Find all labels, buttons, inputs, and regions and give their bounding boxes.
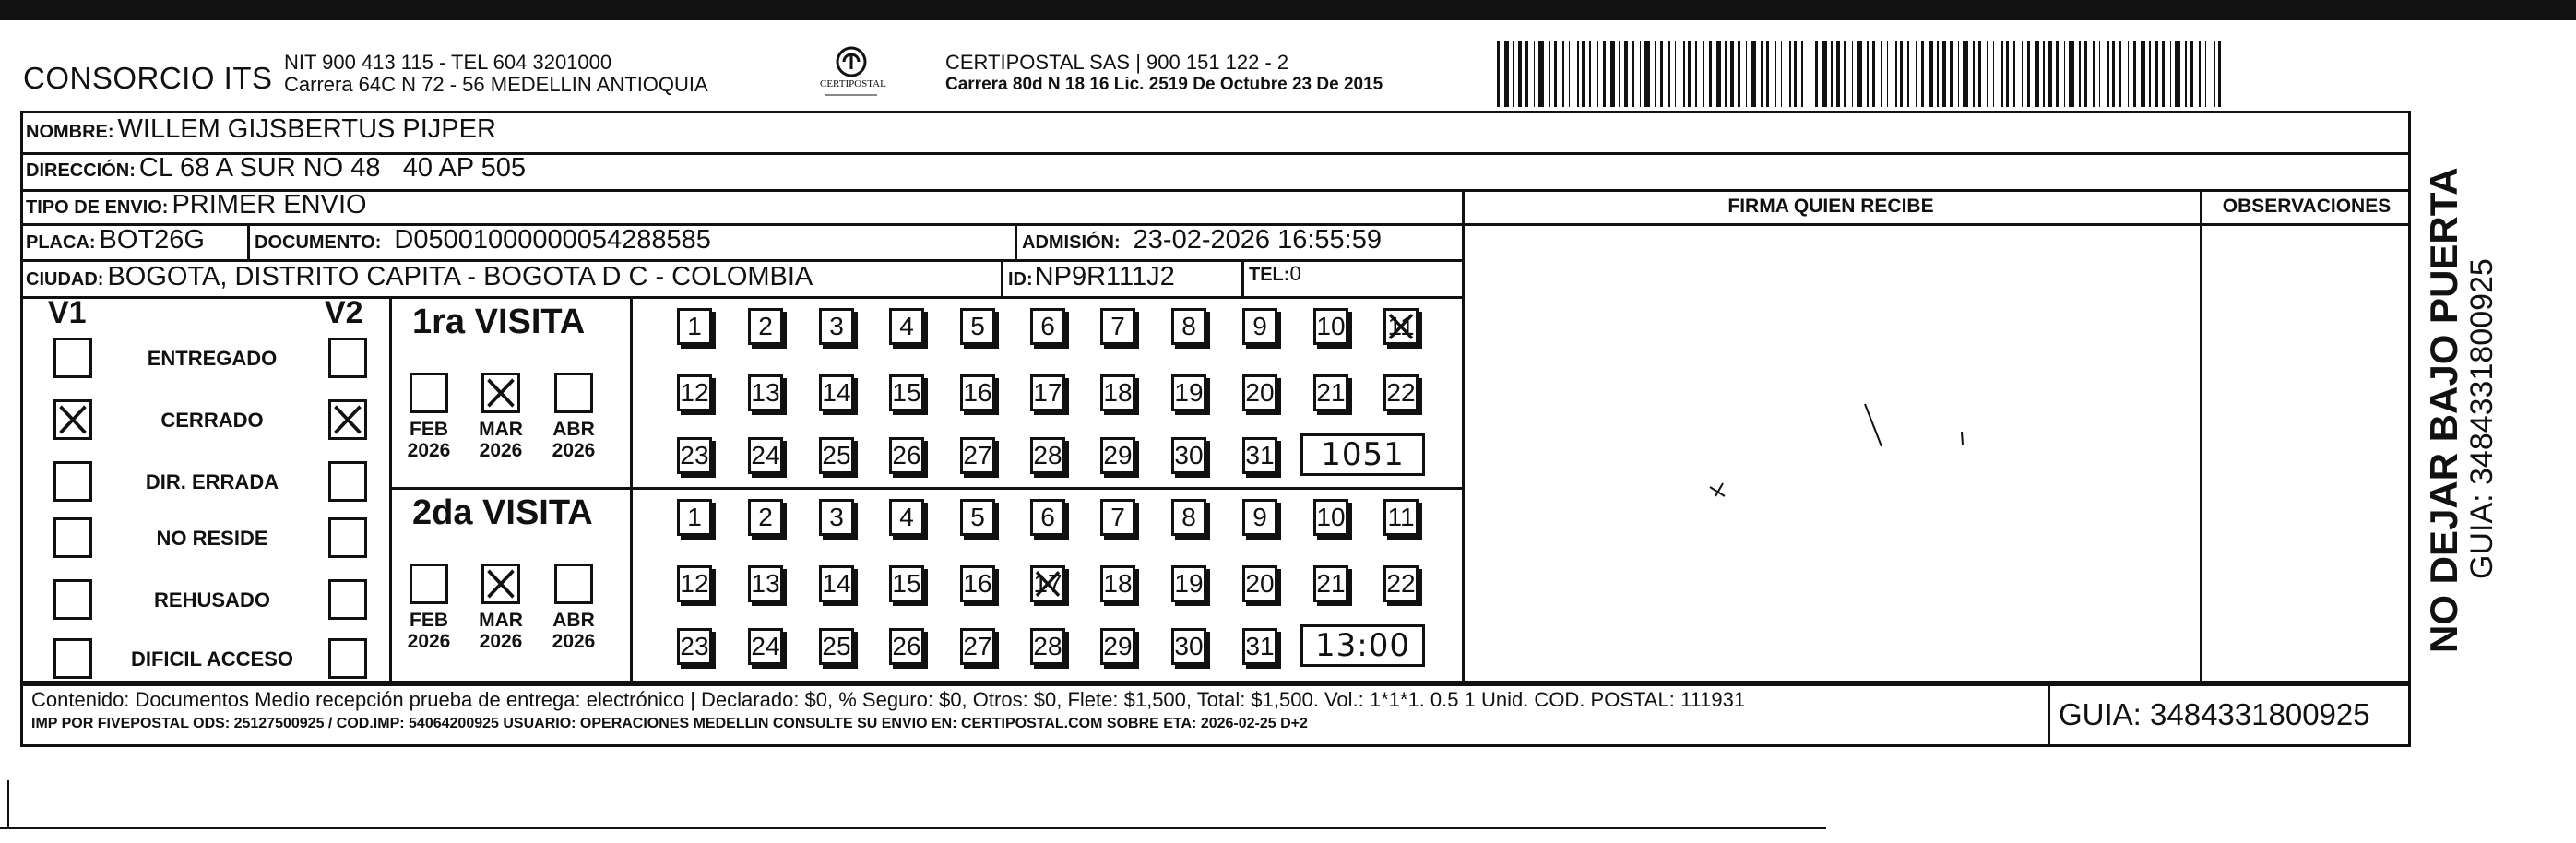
day-number: 15	[892, 378, 921, 407]
month-name: MAR	[479, 610, 523, 631]
month-year: 2026	[479, 440, 523, 461]
day-box[interactable]	[1242, 308, 1277, 345]
month-year: 2026	[552, 440, 596, 461]
day-number: 13	[751, 378, 780, 407]
day-number: 25	[822, 441, 851, 469]
day-box[interactable]	[819, 499, 854, 536]
day-number: 26	[892, 632, 921, 660]
day-box[interactable]	[819, 374, 854, 411]
tel-label: TEL:	[1249, 265, 1290, 285]
day-box[interactable]	[889, 437, 924, 474]
month-label	[473, 610, 528, 652]
day-box[interactable]	[677, 308, 712, 345]
x-mark	[484, 566, 517, 601]
month-label	[401, 610, 457, 652]
hora-handwritten: 1051	[1300, 433, 1425, 476]
x-mark	[1033, 568, 1062, 600]
day-number: 17	[1033, 378, 1062, 407]
day-box[interactable]	[748, 437, 783, 474]
day-box[interactable]	[960, 374, 995, 411]
month-year: 2026	[479, 631, 523, 652]
day-box[interactable]	[1242, 437, 1277, 474]
day-number: 27	[963, 441, 992, 469]
day-box[interactable]	[748, 628, 783, 665]
day-number: 1	[687, 312, 702, 340]
placa-field	[26, 225, 205, 255]
day-number: 22	[1386, 569, 1416, 598]
month-name: MAR	[479, 419, 523, 440]
day-number: 12	[680, 378, 709, 407]
day-number: 2	[758, 312, 773, 340]
admision-value: 23-02-2026 16:55:59	[1133, 225, 1382, 255]
day-number: 11	[1387, 503, 1415, 531]
day-number: 7	[1110, 503, 1125, 531]
day-number: 17	[1033, 569, 1062, 598]
day-number: 10	[1316, 503, 1346, 531]
day-box[interactable]	[889, 565, 924, 602]
company-info-line2: Carrera 64C N 72 - 56 MEDELLIN ANTIOQUIA	[284, 73, 708, 96]
status-label: ENTREGADO	[147, 347, 278, 370]
day-box[interactable]	[960, 565, 995, 602]
day-number: 18	[1103, 378, 1133, 407]
v2-checkbox[interactable]	[328, 517, 367, 558]
footer-guia: GUIA: 3484331800925	[2059, 697, 2370, 731]
day-number: 13	[751, 569, 780, 598]
day-box[interactable]	[1100, 374, 1135, 411]
day-number: 26	[892, 441, 921, 469]
admision-label: ADMISIÓN:	[1022, 232, 1121, 253]
visit-title: 2da VISITA	[412, 493, 593, 532]
day-number: 16	[963, 569, 992, 598]
day-box[interactable]	[1030, 565, 1065, 602]
day-box[interactable]	[960, 308, 995, 345]
day-number: 2	[758, 503, 773, 531]
day-box[interactable]	[677, 437, 712, 474]
day-number: 1	[687, 503, 702, 531]
month-checkbox[interactable]	[410, 373, 448, 413]
day-number: 9	[1252, 312, 1267, 340]
tipo-envio-row	[26, 190, 367, 220]
day-box[interactable]	[1100, 437, 1135, 474]
x-mark	[1386, 311, 1416, 342]
month-label	[473, 419, 528, 461]
day-box[interactable]	[889, 374, 924, 411]
v2-checkbox[interactable]	[328, 579, 367, 620]
day-number: 19	[1174, 378, 1204, 407]
month-year: 2026	[407, 631, 451, 652]
day-box[interactable]	[889, 308, 924, 345]
day-box[interactable]	[960, 628, 995, 665]
month-name: FEB	[410, 610, 448, 631]
day-number: 29	[1103, 632, 1133, 660]
day-box[interactable]	[1171, 628, 1206, 665]
day-number: 3	[829, 312, 844, 340]
day-box[interactable]	[819, 565, 854, 602]
company-name: CONSORCIO ITS	[23, 61, 273, 95]
day-box[interactable]	[1242, 374, 1277, 411]
day-number: 20	[1245, 378, 1275, 407]
day-number: 15	[892, 569, 921, 598]
day-box[interactable]	[748, 565, 783, 602]
tel-value: 0	[1289, 262, 1301, 285]
day-box[interactable]	[889, 628, 924, 665]
day-number: 6	[1040, 312, 1055, 340]
direccion-row	[26, 153, 526, 184]
day-number: 21	[1316, 569, 1346, 598]
month-checkbox[interactable]	[410, 564, 448, 604]
day-number: 31	[1245, 441, 1275, 469]
day-number: 14	[822, 378, 851, 407]
day-number: 14	[822, 569, 851, 598]
day-box[interactable]	[1100, 628, 1135, 665]
day-box[interactable]	[819, 437, 854, 474]
day-box[interactable]	[677, 374, 712, 411]
day-box[interactable]	[748, 374, 783, 411]
day-number: 3	[829, 503, 844, 531]
day-number: 31	[1245, 632, 1275, 660]
day-box[interactable]	[1030, 437, 1065, 474]
day-box[interactable]	[1242, 565, 1277, 602]
day-box[interactable]	[1313, 308, 1348, 345]
footer-contenido: Contenido: Documentos Medio recepción prueba de entrega: electrónico | Declarado: $0, % Seguro: $0, Otros: $0, Flete: $1,500, Total: $1,500. Vol.: 1*1*1. 0.5 1 Unid. COD. POSTAL: 111931	[31, 688, 1746, 711]
day-box[interactable]	[1313, 374, 1348, 411]
day-box[interactable]	[1030, 628, 1065, 665]
day-number: 25	[822, 632, 851, 660]
day-number: 19	[1174, 569, 1204, 598]
day-number: 24	[751, 632, 780, 660]
firma-header: FIRMA QUIEN RECIBE	[1727, 196, 1934, 217]
day-box[interactable]	[1242, 499, 1277, 536]
day-number: 8	[1181, 503, 1196, 531]
day-number: 28	[1033, 632, 1062, 660]
day-box[interactable]	[819, 308, 854, 345]
day-box[interactable]	[1383, 499, 1419, 536]
day-number: 7	[1110, 312, 1125, 340]
nombre-value: WILLEM GIJSBERTUS PIJPER	[117, 114, 496, 144]
v1-checkbox[interactable]	[53, 461, 92, 502]
v2-checkbox[interactable]	[328, 461, 367, 502]
day-number: 23	[680, 441, 709, 469]
admision-field	[1022, 225, 1382, 255]
no-dejar-bajo-puerta: NO DEJAR BAJO PUERTA	[2422, 167, 2465, 653]
top-edge-bar	[0, 0, 2576, 20]
day-number: 22	[1386, 378, 1416, 407]
day-box[interactable]	[1171, 499, 1206, 536]
x-mark	[56, 402, 89, 437]
day-box[interactable]	[1383, 565, 1419, 602]
day-box[interactable]	[677, 628, 712, 665]
nombre-label: NOMBRE:	[26, 122, 114, 142]
placa-label: PLACA:	[26, 232, 96, 253]
direccion-value: CL 68 A SUR NO 48 40 AP 505	[138, 153, 527, 183]
day-box[interactable]	[889, 499, 924, 536]
day-box[interactable]	[1100, 308, 1135, 345]
day-number: 28	[1033, 441, 1062, 469]
logo-text: CERTIPOSTAL	[820, 78, 886, 89]
month-year: 2026	[407, 440, 451, 461]
day-number: 9	[1252, 503, 1267, 531]
day-box[interactable]	[960, 499, 995, 536]
tipo-envio-label: TIPO DE ENVIO:	[26, 197, 169, 218]
day-box[interactable]	[1171, 308, 1206, 345]
v2-header: V2	[325, 295, 363, 330]
v2-checkbox[interactable]	[328, 399, 367, 440]
placa-value: BOT26G	[99, 225, 205, 255]
id-value: NP9R111J2	[1034, 262, 1175, 291]
v1-header: V1	[48, 295, 87, 330]
status-label: CERRADO	[160, 409, 264, 432]
documento-label: DOCUMENTO:	[255, 232, 382, 253]
x-mark	[331, 402, 364, 437]
carrier-info-line2: Carrera 80d N 18 16 Lic. 2519 De Octubre 23 De 2015	[945, 75, 1383, 94]
day-number: 12	[680, 569, 709, 598]
day-box[interactable]	[1030, 374, 1065, 411]
visit-title: 1ra VISITA	[412, 303, 586, 341]
day-number: 27	[963, 632, 992, 660]
day-number: 21	[1316, 378, 1346, 407]
status-label: DIR. ERRADA	[145, 470, 279, 493]
day-number: 30	[1174, 632, 1204, 660]
day-number: 10	[1316, 312, 1346, 340]
day-number: 24	[751, 441, 780, 469]
nombre-row	[26, 114, 496, 145]
v1-checkbox[interactable]	[53, 579, 92, 620]
day-box[interactable]	[1100, 565, 1135, 602]
day-number: 30	[1174, 441, 1204, 469]
day-box[interactable]	[1171, 565, 1206, 602]
month-name: ABR	[552, 610, 595, 631]
tel-field	[1249, 262, 1301, 286]
month-checkbox[interactable]	[554, 373, 593, 413]
carrier-info-line1: CERTIPOSTAL SAS | 900 151 122 - 2	[945, 51, 1289, 74]
day-box[interactable]	[677, 565, 712, 602]
day-box[interactable]	[1313, 565, 1348, 602]
day-number: 4	[899, 503, 914, 531]
status-label: DIFICIL ACCESO	[130, 647, 293, 671]
day-number: 29	[1103, 441, 1133, 469]
day-box[interactable]	[1030, 308, 1065, 345]
month-label	[401, 419, 457, 461]
day-number: 4	[899, 312, 914, 340]
v1-checkbox[interactable]	[53, 399, 92, 440]
direccion-label: DIRECCIÓN:	[26, 160, 136, 181]
month-checkbox[interactable]	[554, 564, 593, 604]
v2-checkbox[interactable]	[328, 638, 367, 679]
ciudad-value: BOGOTA, DISTRITO CAPITA - BOGOTA D C - COLOMBIA	[107, 262, 813, 291]
documento-field	[255, 225, 711, 255]
carrier-info	[945, 52, 1383, 96]
day-box[interactable]	[1171, 374, 1206, 411]
month-label	[546, 610, 601, 652]
day-number: 11	[1387, 312, 1415, 340]
ciudad-label: CIUDAD:	[26, 269, 104, 290]
v1-checkbox[interactable]	[53, 517, 92, 558]
footer-imp: IMP POR FIVEPOSTAL ODS: 25127500925 / COD.IMP: 54064200925 USUARIO: OPERACIONES MEDELLIN CONSULTE SU ENVIO EN: CERTIPOSTAL.COM SOBRE ETA: 2026-02-25 D+2	[31, 716, 1308, 731]
id-field	[1008, 262, 1175, 292]
v1-checkbox[interactable]	[53, 638, 92, 679]
certipostal-logo	[820, 42, 886, 110]
day-number: 6	[1040, 503, 1055, 531]
day-box[interactable]	[960, 437, 995, 474]
x-mark	[484, 375, 517, 410]
v1-checkbox[interactable]	[53, 338, 92, 378]
day-number: 20	[1245, 569, 1275, 598]
barcode	[1497, 41, 2226, 107]
day-box[interactable]	[1030, 499, 1065, 536]
month-checkbox[interactable]	[481, 373, 520, 413]
day-number: 8	[1181, 312, 1196, 340]
ciudad-field	[26, 262, 813, 292]
company-info-line1: NIT 900 413 115 - TEL 604 3201000	[284, 51, 612, 74]
company-info	[284, 52, 708, 96]
day-box[interactable]	[748, 308, 783, 345]
status-label: NO RESIDE	[156, 527, 268, 550]
day-box[interactable]	[1383, 308, 1419, 345]
side-guia: GUIA: 3484331800925	[2464, 258, 2499, 579]
signature-marks	[1697, 387, 1992, 516]
hora-handwritten: 13:00	[1300, 624, 1425, 667]
tipo-envio-value: PRIMER ENVIO	[172, 190, 367, 220]
day-box[interactable]	[1383, 374, 1419, 411]
v2-checkbox[interactable]	[328, 338, 367, 378]
day-number: 18	[1103, 569, 1133, 598]
documento-value: D05001000000054288585	[394, 225, 711, 255]
day-number: 5	[970, 312, 985, 340]
id-label: ID:	[1008, 269, 1033, 290]
month-name: FEB	[410, 419, 448, 440]
day-box[interactable]	[1171, 437, 1206, 474]
month-year: 2026	[552, 631, 596, 652]
day-box[interactable]	[1242, 628, 1277, 665]
day-number: 5	[970, 503, 985, 531]
day-box[interactable]	[819, 628, 854, 665]
month-label	[546, 419, 601, 461]
day-number: 16	[963, 378, 992, 407]
observaciones-header: OBSERVACIONES	[2222, 196, 2392, 217]
day-box[interactable]	[677, 499, 712, 536]
day-box[interactable]	[748, 499, 783, 536]
month-checkbox[interactable]	[481, 564, 520, 604]
day-box[interactable]	[1313, 499, 1348, 536]
status-label: REHUSADO	[154, 588, 270, 611]
day-box[interactable]	[1100, 499, 1135, 536]
month-name: ABR	[552, 419, 595, 440]
day-number: 23	[680, 632, 709, 660]
